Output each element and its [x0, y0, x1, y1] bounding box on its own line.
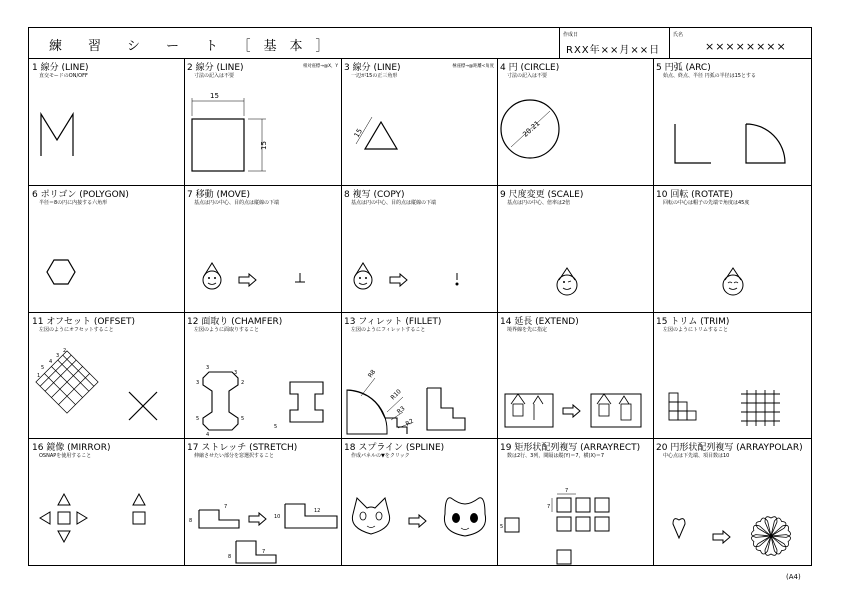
dim-label: 2 [241, 380, 245, 386]
exercise-title: 19 矩形状配列複写 (ARRAYRECT) [500, 443, 641, 453]
exercise-instruction: 伸縮させたい部分を窓選択すること [194, 453, 275, 459]
exercise-instruction: 直交モードのON/OFF [39, 73, 88, 79]
exercise-cell-4 [497, 58, 653, 185]
dim-label: 2 [63, 348, 67, 354]
circle-drawing [497, 58, 653, 185]
arrayrect-drawing [497, 438, 653, 565]
paper-size-label: (A4) [786, 573, 801, 581]
exercise-cell-6 [29, 185, 184, 312]
exercise-cell-15 [653, 312, 811, 438]
exercise-instruction: 数は2行、3列，間隔は縦(Y)＝7，横(X)＝7 [507, 453, 605, 459]
exercise-title: 4 円 (CIRCLE) [500, 63, 560, 73]
exercise-instruction: OSNAPを使用すること [39, 453, 92, 459]
dim-label: R10 [389, 388, 403, 402]
dim-label: 5 [41, 365, 45, 371]
dim-label: 4 [49, 359, 53, 365]
fillet-drawing [341, 312, 497, 438]
exercise-cell-20 [653, 438, 811, 565]
dim-label: 3 [196, 380, 200, 386]
dim-label: R2 [404, 417, 415, 428]
exercise-instruction: 境界線を先に指定 [507, 327, 548, 333]
dim-label: 3 [206, 365, 210, 371]
exercise-cell-11 [29, 312, 184, 438]
mirror-drawing [29, 438, 184, 565]
spline-drawing [341, 438, 497, 565]
dim-label: 5 [241, 416, 245, 422]
dim-label: R3 [395, 405, 407, 416]
practice-sheet [28, 27, 812, 581]
header-divider [669, 28, 670, 58]
dim-label: 4 [206, 432, 210, 438]
exercise-cell-5 [653, 58, 811, 185]
exercise-cell-1 [29, 58, 184, 185]
line-m-drawing [29, 58, 184, 185]
dim-label: 15 [352, 127, 365, 139]
exercise-instruction: 左図のようにオフセットすること [39, 327, 114, 333]
dim-label: R8 [366, 368, 378, 380]
chamfer-drawing [184, 312, 341, 438]
exercise-instruction: 中心点は下先端、項目数は10 [663, 453, 730, 459]
copy-drawing [341, 185, 497, 312]
dim-label: 7 [547, 504, 551, 510]
dim-label: 7 [565, 488, 569, 494]
exercise-cell-16 [29, 438, 184, 565]
date-value: RXX年××月××日 [566, 45, 661, 56]
exercise-cell-14 [497, 312, 653, 438]
dim-label: 15 [260, 141, 268, 150]
exercise-cell-9 [497, 185, 653, 312]
move-drawing [184, 185, 341, 312]
exercise-title: 13 フィレット (FILLET) [344, 317, 442, 327]
exercise-instruction: 左図のようにフィレットすること [351, 327, 426, 333]
exercise-instruction: 回転の中心は帽子の先端で角度は45度 [663, 200, 750, 206]
exercise-title: 16 鏡像 (MIRROR) [32, 443, 111, 453]
triangle-drawing [341, 58, 497, 185]
arraypolar-drawing [653, 438, 811, 565]
dim-label: 20.21 [521, 119, 542, 139]
exercise-instruction: 左図のように面取りすること [194, 327, 260, 333]
hexagon-drawing [29, 185, 184, 312]
exercise-instruction: 半径＝8の円に内接する六角形 [39, 200, 108, 206]
exercise-cell-8 [341, 185, 497, 312]
exercise-title: 8 複写 (COPY) [344, 190, 405, 200]
dim-label: 12 [314, 508, 321, 514]
dim-label: 3 [234, 370, 238, 376]
exercise-instruction: 左図のようにトリムすること [663, 327, 729, 333]
exercise-title: 14 延長 (EXTEND) [500, 317, 579, 327]
dim-label: 7 [224, 504, 228, 510]
dim-label: 8 [189, 518, 193, 524]
exercise-instruction: 基点は円の中心、目的点は縦線の下端 [194, 200, 280, 206]
exercise-hint: 相対座標→@X，Y [303, 64, 338, 69]
exercise-cell-7 [184, 185, 341, 312]
exercise-title: 11 オフセット (OFFSET) [32, 317, 136, 327]
exercise-instruction: 寸法の記入は不要 [194, 73, 235, 79]
dim-label: 15 [210, 92, 219, 100]
dim-label: 5 [500, 524, 504, 530]
exercise-title: 12 面取り (CHAMFER) [187, 317, 283, 327]
rotate-drawing [653, 185, 811, 312]
exercise-title: 6 ポリゴン (POLYGON) [32, 190, 129, 200]
polar-array-flower [751, 517, 791, 556]
dim-label: 1 [37, 373, 41, 379]
square-drawing [184, 58, 341, 185]
exercise-cell-10 [653, 185, 811, 312]
exercise-instruction: 作成パネルの▼をクリック [351, 453, 410, 459]
exercise-title: 1 線分 (LINE) [32, 63, 89, 73]
exercise-cell-3 [341, 58, 497, 185]
name-label: 氏名 [673, 32, 684, 38]
exercise-cell-2 [184, 58, 341, 185]
exercise-cell-12 [184, 312, 341, 438]
sheet-title: 練 習 シ ー ト ［ 基 本 ］ [49, 39, 329, 54]
dim-label: 3 [56, 353, 60, 359]
exercise-title: 20 円形状配列複写 (ARRAYPOLAR) [656, 443, 803, 453]
exercise-hint: 極座標→@距離<角度 [452, 64, 494, 69]
exercise-cell-17 [184, 438, 341, 565]
exercise-cell-13 [341, 312, 497, 438]
exercise-instruction: 基点は円の中心、目的点は縦線の下端 [351, 200, 437, 206]
exercise-cell-18 [341, 438, 497, 565]
offset-drawing [29, 312, 184, 438]
exercise-title: 15 トリム (TRIM) [656, 317, 730, 327]
dim-label: 10 [274, 514, 281, 520]
trim-drawing [653, 312, 811, 438]
exercise-instruction: 一辺が15の正三角形 [351, 73, 398, 79]
exercise-title: 3 線分 (LINE) [344, 63, 401, 73]
arc-drawing [653, 58, 811, 185]
exercise-title: 17 ストレッチ (STRETCH) [187, 443, 298, 453]
dim-label: 7 [262, 549, 266, 555]
dim-label: 8 [228, 554, 232, 560]
exercise-title: 9 尺度変更 (SCALE) [500, 190, 584, 200]
dim-label: 5 [196, 416, 200, 422]
stretch-drawing [184, 438, 341, 565]
sheet-header [29, 28, 811, 59]
exercise-title: 5 円弧 (ARC) [656, 63, 711, 73]
dim-label: 5 [274, 424, 278, 430]
exercise-title: 7 移動 (MOVE) [187, 190, 251, 200]
header-divider [559, 28, 560, 58]
exercise-instruction: 基点は円の中心、倍率は2倍 [507, 200, 571, 206]
extend-drawing [497, 312, 653, 438]
exercise-instruction: 寸法の記入は不要 [507, 73, 548, 79]
name-value: ×××××××× [705, 40, 787, 53]
exercise-title: 2 線分 (LINE) [187, 63, 244, 73]
exercise-title: 18 スプライン (SPLINE) [344, 443, 445, 453]
exercise-instruction: 始点、終点、半径 円弧の半径は15とする [663, 73, 756, 79]
exercise-title: 10 回転 (ROTATE) [656, 190, 733, 200]
date-label: 作成日 [563, 32, 579, 38]
exercise-cell-19 [497, 438, 653, 565]
scale-drawing [497, 185, 653, 312]
